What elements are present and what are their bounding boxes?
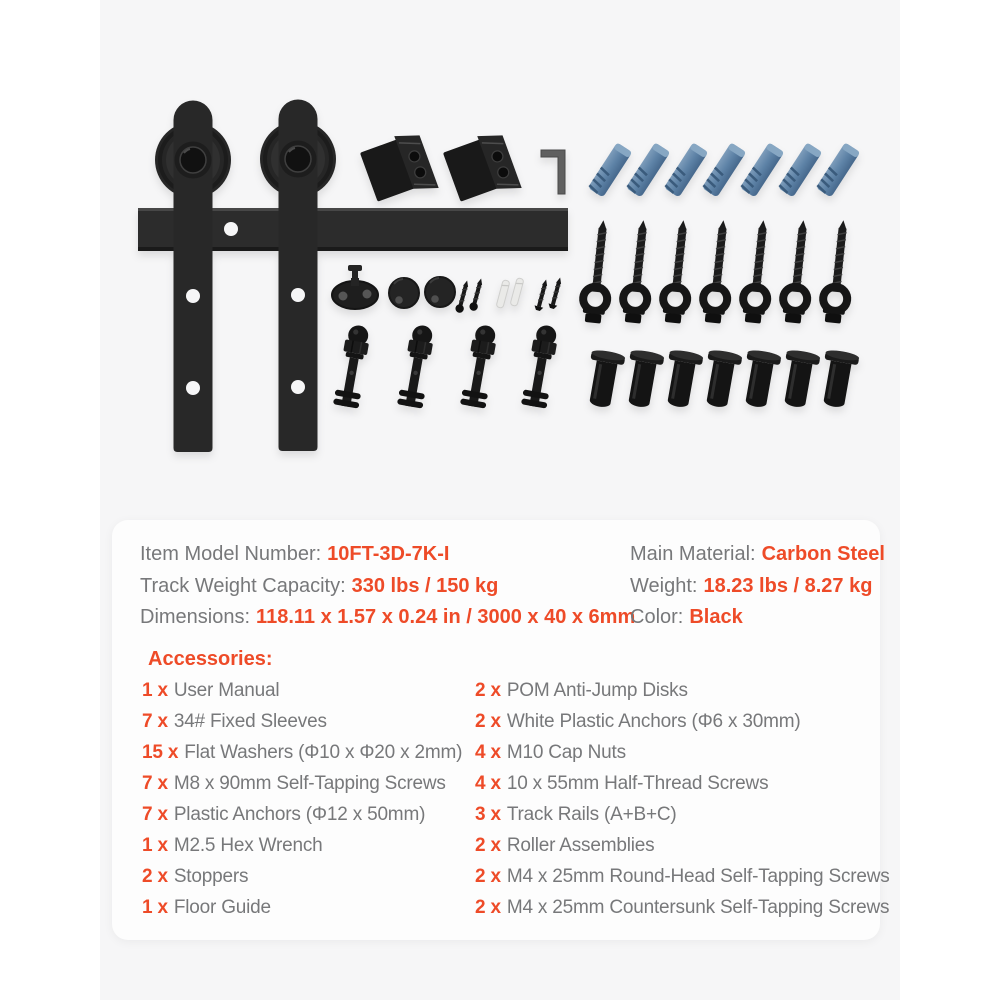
accessory-qty: 2 x xyxy=(475,835,501,856)
spec-value: Carbon Steel xyxy=(761,543,885,565)
accessory-name: M4 x 25mm Round-Head Self-Tapping Screws xyxy=(506,866,890,887)
accessory-qty: 1 x xyxy=(142,835,168,856)
accessory-item xyxy=(142,768,462,799)
spec-label: Track Weight Capacity: xyxy=(140,574,346,597)
accessory-name: M8 x 90mm Self-Tapping Screws xyxy=(173,773,446,794)
accessory-name: POM Anti-Jump Disks xyxy=(506,680,688,701)
spec-label: Weight: xyxy=(630,574,698,597)
spec-value: Black xyxy=(689,606,743,628)
accessory-qty: 4 x xyxy=(475,773,501,794)
accessory-name: 34# Fixed Sleeves xyxy=(173,711,327,732)
accessory-name: Floor Guide xyxy=(173,897,271,918)
spec-row-dimensions xyxy=(140,602,635,634)
spec-card xyxy=(112,520,890,940)
accessory-item xyxy=(142,830,462,861)
accessory-name: M10 Cap Nuts xyxy=(506,742,626,763)
accessory-name: User Manual xyxy=(173,680,280,701)
accessories-column-left xyxy=(142,675,462,923)
lag-screw-group-icon xyxy=(581,219,856,324)
accessory-item xyxy=(142,706,462,737)
stopper-block-icon xyxy=(359,128,439,209)
accessory-item xyxy=(142,675,462,706)
accessory-qty: 1 x xyxy=(142,680,168,701)
round-head-screw-icon xyxy=(468,277,485,311)
accessory-name: Plastic Anchors (Φ12 x 50mm) xyxy=(173,804,426,825)
accessory-item xyxy=(142,799,462,830)
spec-label: Dimensions: xyxy=(140,606,251,628)
spec-label: Main Material: xyxy=(630,543,756,565)
white-plastic-anchor-icon xyxy=(510,278,524,307)
roller-assembly-icon xyxy=(260,100,336,452)
accessory-item xyxy=(475,830,890,861)
spec-label: Item Model Number: xyxy=(140,543,322,565)
white-plastic-anchor-icon xyxy=(496,280,510,309)
accessory-qty: 7 x xyxy=(142,804,168,825)
accessory-qty: 7 x xyxy=(142,773,168,794)
accessory-qty: 2 x xyxy=(475,711,501,732)
accessory-item xyxy=(475,706,890,737)
fixed-sleeve-group-icon xyxy=(583,348,860,409)
roller-assembly-icon xyxy=(155,101,231,453)
accessory-qty: 7 x xyxy=(142,711,168,732)
spec-row-weight xyxy=(630,571,885,603)
accessory-name: M2.5 Hex Wrench xyxy=(173,835,323,856)
accessory-qty: 2 x xyxy=(475,866,501,887)
accessory-item xyxy=(142,737,462,768)
round-head-screw-icon xyxy=(454,279,471,313)
accessory-item xyxy=(475,768,890,799)
accessory-item xyxy=(475,737,890,768)
accessory-name: M4 x 25mm Countersunk Self-Tapping Screws xyxy=(506,897,890,918)
accessory-item xyxy=(475,861,890,892)
countersunk-screw-icon xyxy=(548,276,565,309)
blue-plastic-anchor-group-icon xyxy=(588,142,861,197)
accessory-qty: 3 x xyxy=(475,804,501,825)
accessory-qty: 4 x xyxy=(475,742,501,763)
spec-row-color xyxy=(630,602,885,634)
accessory-name: 10 x 55mm Half-Thread Screws xyxy=(506,773,769,794)
accessory-name: Track Rails (A+B+C) xyxy=(506,804,677,825)
accessory-item xyxy=(475,675,890,706)
spec-value: 118.11 x 1.57 x 0.24 in / 3000 x 40 x 6mm xyxy=(256,606,636,628)
anti-jump-disk-icon xyxy=(389,278,419,308)
spec-column-left xyxy=(140,539,635,634)
cap-nut-bolt-group-icon xyxy=(333,323,561,408)
accessory-qty: 1 x xyxy=(142,897,168,918)
accessory-qty: 2 x xyxy=(475,680,501,701)
stopper-block-icon xyxy=(442,128,522,209)
accessory-item xyxy=(475,799,890,830)
accessory-name: Flat Washers (Φ10 x Φ20 x 2mm) xyxy=(184,742,463,763)
hex-wrench-icon xyxy=(541,150,565,194)
spec-value: 18.23 lbs / 8.27 kg xyxy=(703,574,873,597)
accessory-name: Stoppers xyxy=(173,866,249,887)
spec-value: 330 lbs / 150 kg xyxy=(351,574,499,597)
hardware-collage xyxy=(100,0,900,520)
accessories-title: Accessories: xyxy=(148,648,273,670)
spec-label: Color: xyxy=(630,606,684,628)
accessory-name: White Plastic Anchors (Φ6 x 30mm) xyxy=(506,711,801,732)
accessory-item xyxy=(142,861,462,892)
accessory-qty: 15 x xyxy=(142,742,179,763)
spec-column-right xyxy=(630,539,885,634)
spec-value: 10FT-3D-7K-I xyxy=(327,543,450,565)
countersunk-screw-icon xyxy=(534,278,551,311)
accessory-name: Roller Assemblies xyxy=(506,835,655,856)
anti-jump-disk-icon xyxy=(425,277,455,307)
accessory-item xyxy=(142,892,462,923)
accessory-item xyxy=(475,892,890,923)
accessories-column-right xyxy=(475,675,890,923)
spec-row-material xyxy=(630,539,885,571)
spec-row-capacity xyxy=(140,571,635,603)
accessory-qty: 2 x xyxy=(142,866,168,887)
accessory-qty: 2 x xyxy=(475,897,501,918)
spec-row-model xyxy=(140,539,635,571)
floor-guide-icon xyxy=(332,265,378,309)
